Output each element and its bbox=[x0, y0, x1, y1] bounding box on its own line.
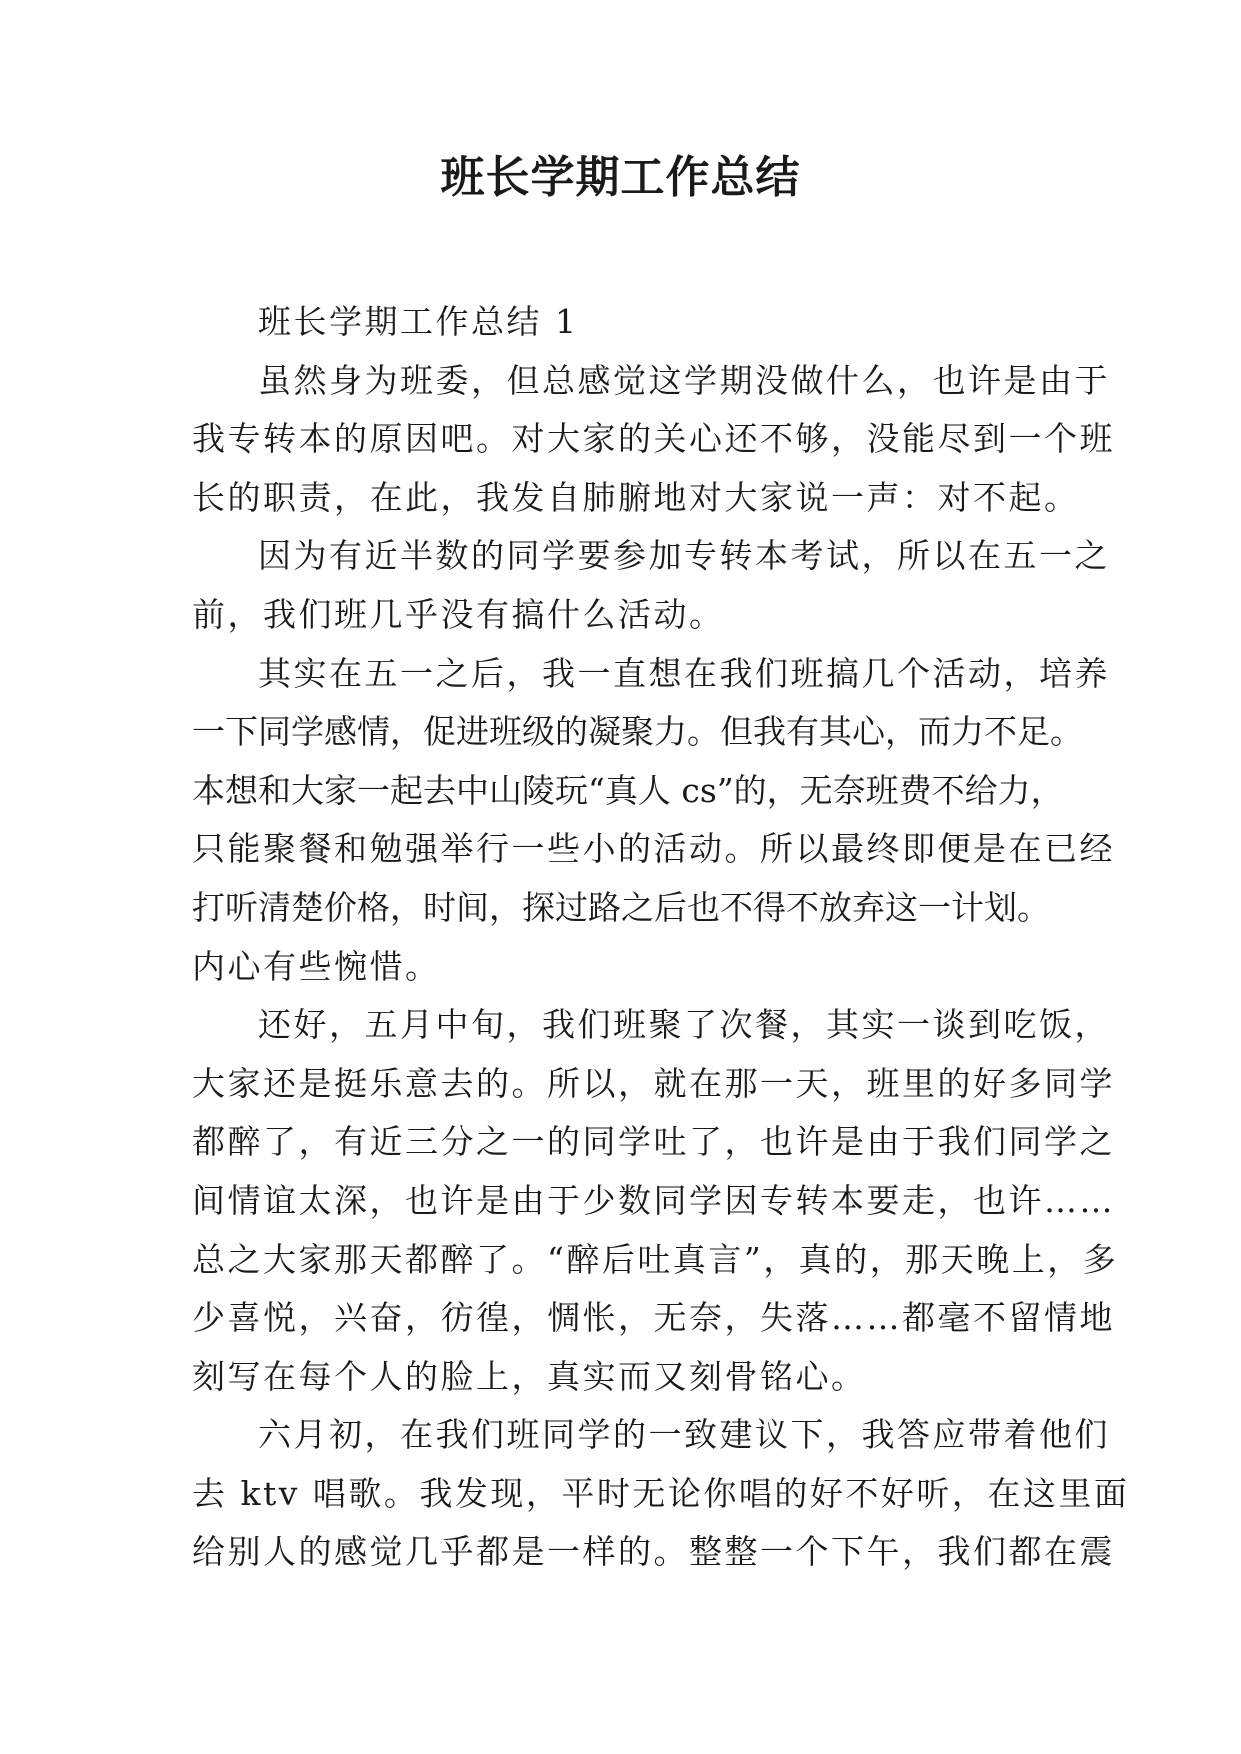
paragraph-line: 间情谊太深，也许是由于少数同学因专转本要走，也许…… bbox=[192, 1180, 1115, 1220]
paragraph-line: 前，我们班几乎没有搞什么活动。 bbox=[192, 594, 725, 634]
document-title: 班长学期工作总结 bbox=[440, 152, 801, 203]
paragraph-line: 去 ktv 唱歌。我发现，平时无论你唱的好不好听，在这里面 bbox=[192, 1473, 1130, 1513]
paragraph-line: 六月初，在我们班同学的一致建议下，我答应带着他们 bbox=[258, 1415, 1110, 1455]
paragraph-line: 刻写在每个人的脸上，真实而又刻骨铭心。 bbox=[192, 1356, 867, 1396]
paragraph-line: 本想和大家一起去中山陵玩“真人 cs”的，无奈班费不给力， bbox=[192, 770, 1064, 810]
paragraph-line: 打听清楚价格，时间，探过路之后也不得不放弃这一计划。 bbox=[192, 887, 1050, 927]
paragraph-line: 虽然身为班委，但总感觉这学期没做什么，也许是由于 bbox=[258, 360, 1110, 400]
paragraph-line: 给别人的感觉几乎都是一样的。整整一个下午，我们都在震 bbox=[192, 1532, 1115, 1572]
paragraph-line: 只能聚餐和勉强举行一些小的活动。所以最终即便是在已经 bbox=[192, 829, 1115, 869]
paragraph-line: 其实在五一之后，我一直想在我们班搞几个活动，培养 bbox=[258, 653, 1110, 693]
paragraph-line: 内心有些惋惜。 bbox=[192, 946, 441, 986]
paragraph-line: 一下同学感情，促进班级的凝聚力。但我有其心，而力不足。 bbox=[192, 712, 1083, 752]
paragraph-line: 大家还是挺乐意去的。所以，就在那一天，班里的好多同学 bbox=[192, 1063, 1115, 1103]
paragraph-line: 因为有近半数的同学要参加专转本考试，所以在五一之 bbox=[258, 536, 1110, 576]
paragraph-line: 少喜悦，兴奋，彷徨，惆怅，无奈，失落……都毫不留情地 bbox=[192, 1298, 1115, 1338]
paragraph-line: 我专转本的原因吧。对大家的关心还不够，没能尽到一个班 bbox=[192, 419, 1115, 459]
paragraph-line: 长的职责，在此，我发自肺腑地对大家说一声：对不起。 bbox=[192, 477, 1080, 517]
paragraph-line: 都醉了，有近三分之一的同学吐了，也许是由于我们同学之 bbox=[192, 1122, 1115, 1162]
paragraph-line: 总之大家那天都醉了。“醉后吐真言”，真的，那天晚上，多 bbox=[192, 1239, 1119, 1279]
document-body bbox=[192, 293, 1130, 1582]
paragraph-line: 还好，五月中旬，我们班聚了次餐，其实一谈到吃饭， bbox=[258, 1005, 1110, 1045]
section-heading: 班长学期工作总结 1 bbox=[258, 302, 579, 341]
